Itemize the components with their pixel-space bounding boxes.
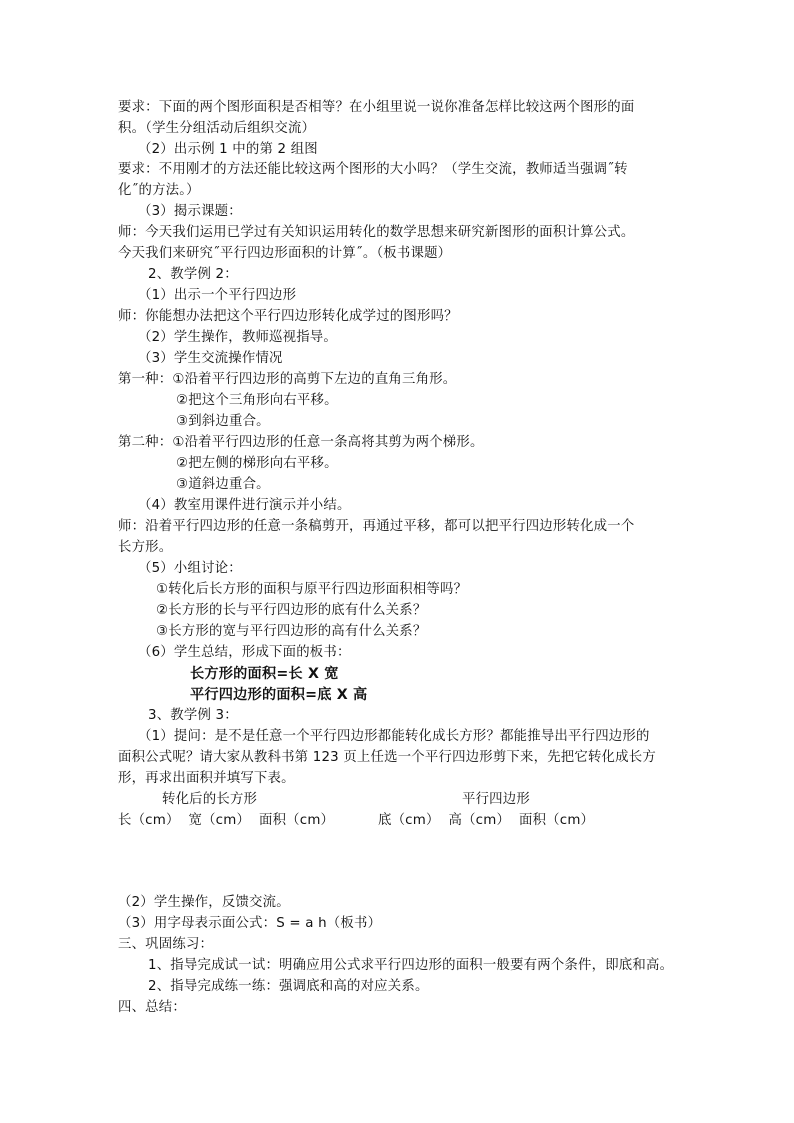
text-line: ②长方形的长与平行四边形的底有什么关系？ bbox=[156, 603, 427, 618]
text-line: （6）学生总结，形成下面的板书： bbox=[138, 645, 351, 660]
text-line: ③道斜边重合。 bbox=[176, 477, 270, 492]
text-line: 化˝的方法。） bbox=[118, 183, 200, 198]
text-line: 积。（学生分组活动后组织交流） bbox=[118, 121, 316, 136]
text-line: 长方形。 bbox=[118, 540, 173, 555]
text-line: 面积公式呢？请大家从教科书第 123 页上任选一个平行四边形剪下来，先把它转化成长方 bbox=[118, 750, 656, 765]
text-line: 1、指导完成试一试：明确应用公式求平行四边形的面积一般要有两个条件，即底和高。 bbox=[148, 958, 674, 973]
section-heading: 三、巩固练习： bbox=[118, 937, 214, 952]
text-line: （3）学生交流操作情况 bbox=[138, 351, 283, 366]
text-line: （3）揭示课题： bbox=[138, 204, 242, 219]
text-line: ③长方形的宽与平行四边形的高有什么关系？ bbox=[156, 624, 427, 639]
text-line: 要求：不用刚才的方法还能比较这两个图形的大小吗？（学生交流，教师适当强调˝转 bbox=[118, 162, 628, 177]
text-line: （2）学生操作，教师巡视指导。 bbox=[138, 330, 337, 345]
text-line: 2、指导完成练一练：强调底和高的对应关系。 bbox=[148, 979, 429, 994]
text-line: 师：今天我们运用已学过有关知识运用转化的数学思想来研究新图形的面积计算公式。 bbox=[118, 225, 635, 240]
text-line: 今天我们来研究˝平行四边形面积的计算˝。（板书课题） bbox=[118, 246, 452, 261]
formula-rectangle-area: 长方形的面积=长 X 宽 bbox=[190, 666, 339, 682]
text-line: ②把左侧的梯形向右平移。 bbox=[176, 456, 338, 471]
text-line: 2、教学例 2： bbox=[148, 267, 238, 282]
table-group-header-parallelogram: 平行四边形 bbox=[462, 792, 530, 807]
table-column-headers-parallelogram: 底（cm） 高（cm） 面积（cm） bbox=[378, 813, 595, 828]
section-heading: 四、总结： bbox=[118, 1000, 186, 1015]
text-line: 形，再求出面积并填写下表。 bbox=[118, 771, 295, 786]
text-line: （3）用字母表示面公式：S = a h（板书） bbox=[118, 916, 382, 931]
text-line: （4）教室用课件进行演示并小结。 bbox=[138, 498, 351, 513]
text-line: （1）提问：是不是任意一个平行四边形都能转化成长方形？都能推导出平行四边形的 bbox=[138, 729, 650, 744]
text-line: （2）学生操作，反馈交流。 bbox=[118, 895, 290, 910]
text-line: 师：沿着平行四边形的任意一条稿剪开，再通过平移，都可以把平行四边形转化成一个 bbox=[118, 519, 635, 534]
text-line: （5）小组讨论： bbox=[138, 561, 242, 576]
text-line: （1）出示一个平行四边形 bbox=[138, 288, 297, 303]
text-line: （2）出示例 1 中的第 2 组图 bbox=[138, 142, 318, 157]
text-line: 师：你能想办法把这个平行四边形转化成学过的图形吗？ bbox=[118, 309, 458, 324]
text-line: 第一种：①沿着平行四边形的高剪下左边的直角三角形。 bbox=[118, 372, 457, 387]
text-line: 第二种：①沿着平行四边形的任意一条高将其剪为两个梯形。 bbox=[118, 435, 484, 450]
text-line: ③到斜边重合。 bbox=[176, 414, 270, 429]
formula-parallelogram-area: 平行四边形的面积=底 X 高 bbox=[190, 687, 368, 703]
table-group-header-rectangle: 转化后的长方形 bbox=[162, 792, 258, 807]
text-line: 要求：下面的两个图形面积是否相等？在小组里说一说你准备怎样比较这两个图形的面 bbox=[118, 100, 635, 115]
table-column-headers-rectangle: 长（cm） 宽（cm） 面积（cm） bbox=[118, 813, 335, 828]
text-line: ②把这个三角形向右平移。 bbox=[176, 393, 338, 408]
text-line: 3、教学例 3： bbox=[148, 708, 238, 723]
text-line: ①转化后长方形的面积与原平行四边形面积相等吗？ bbox=[156, 582, 468, 597]
